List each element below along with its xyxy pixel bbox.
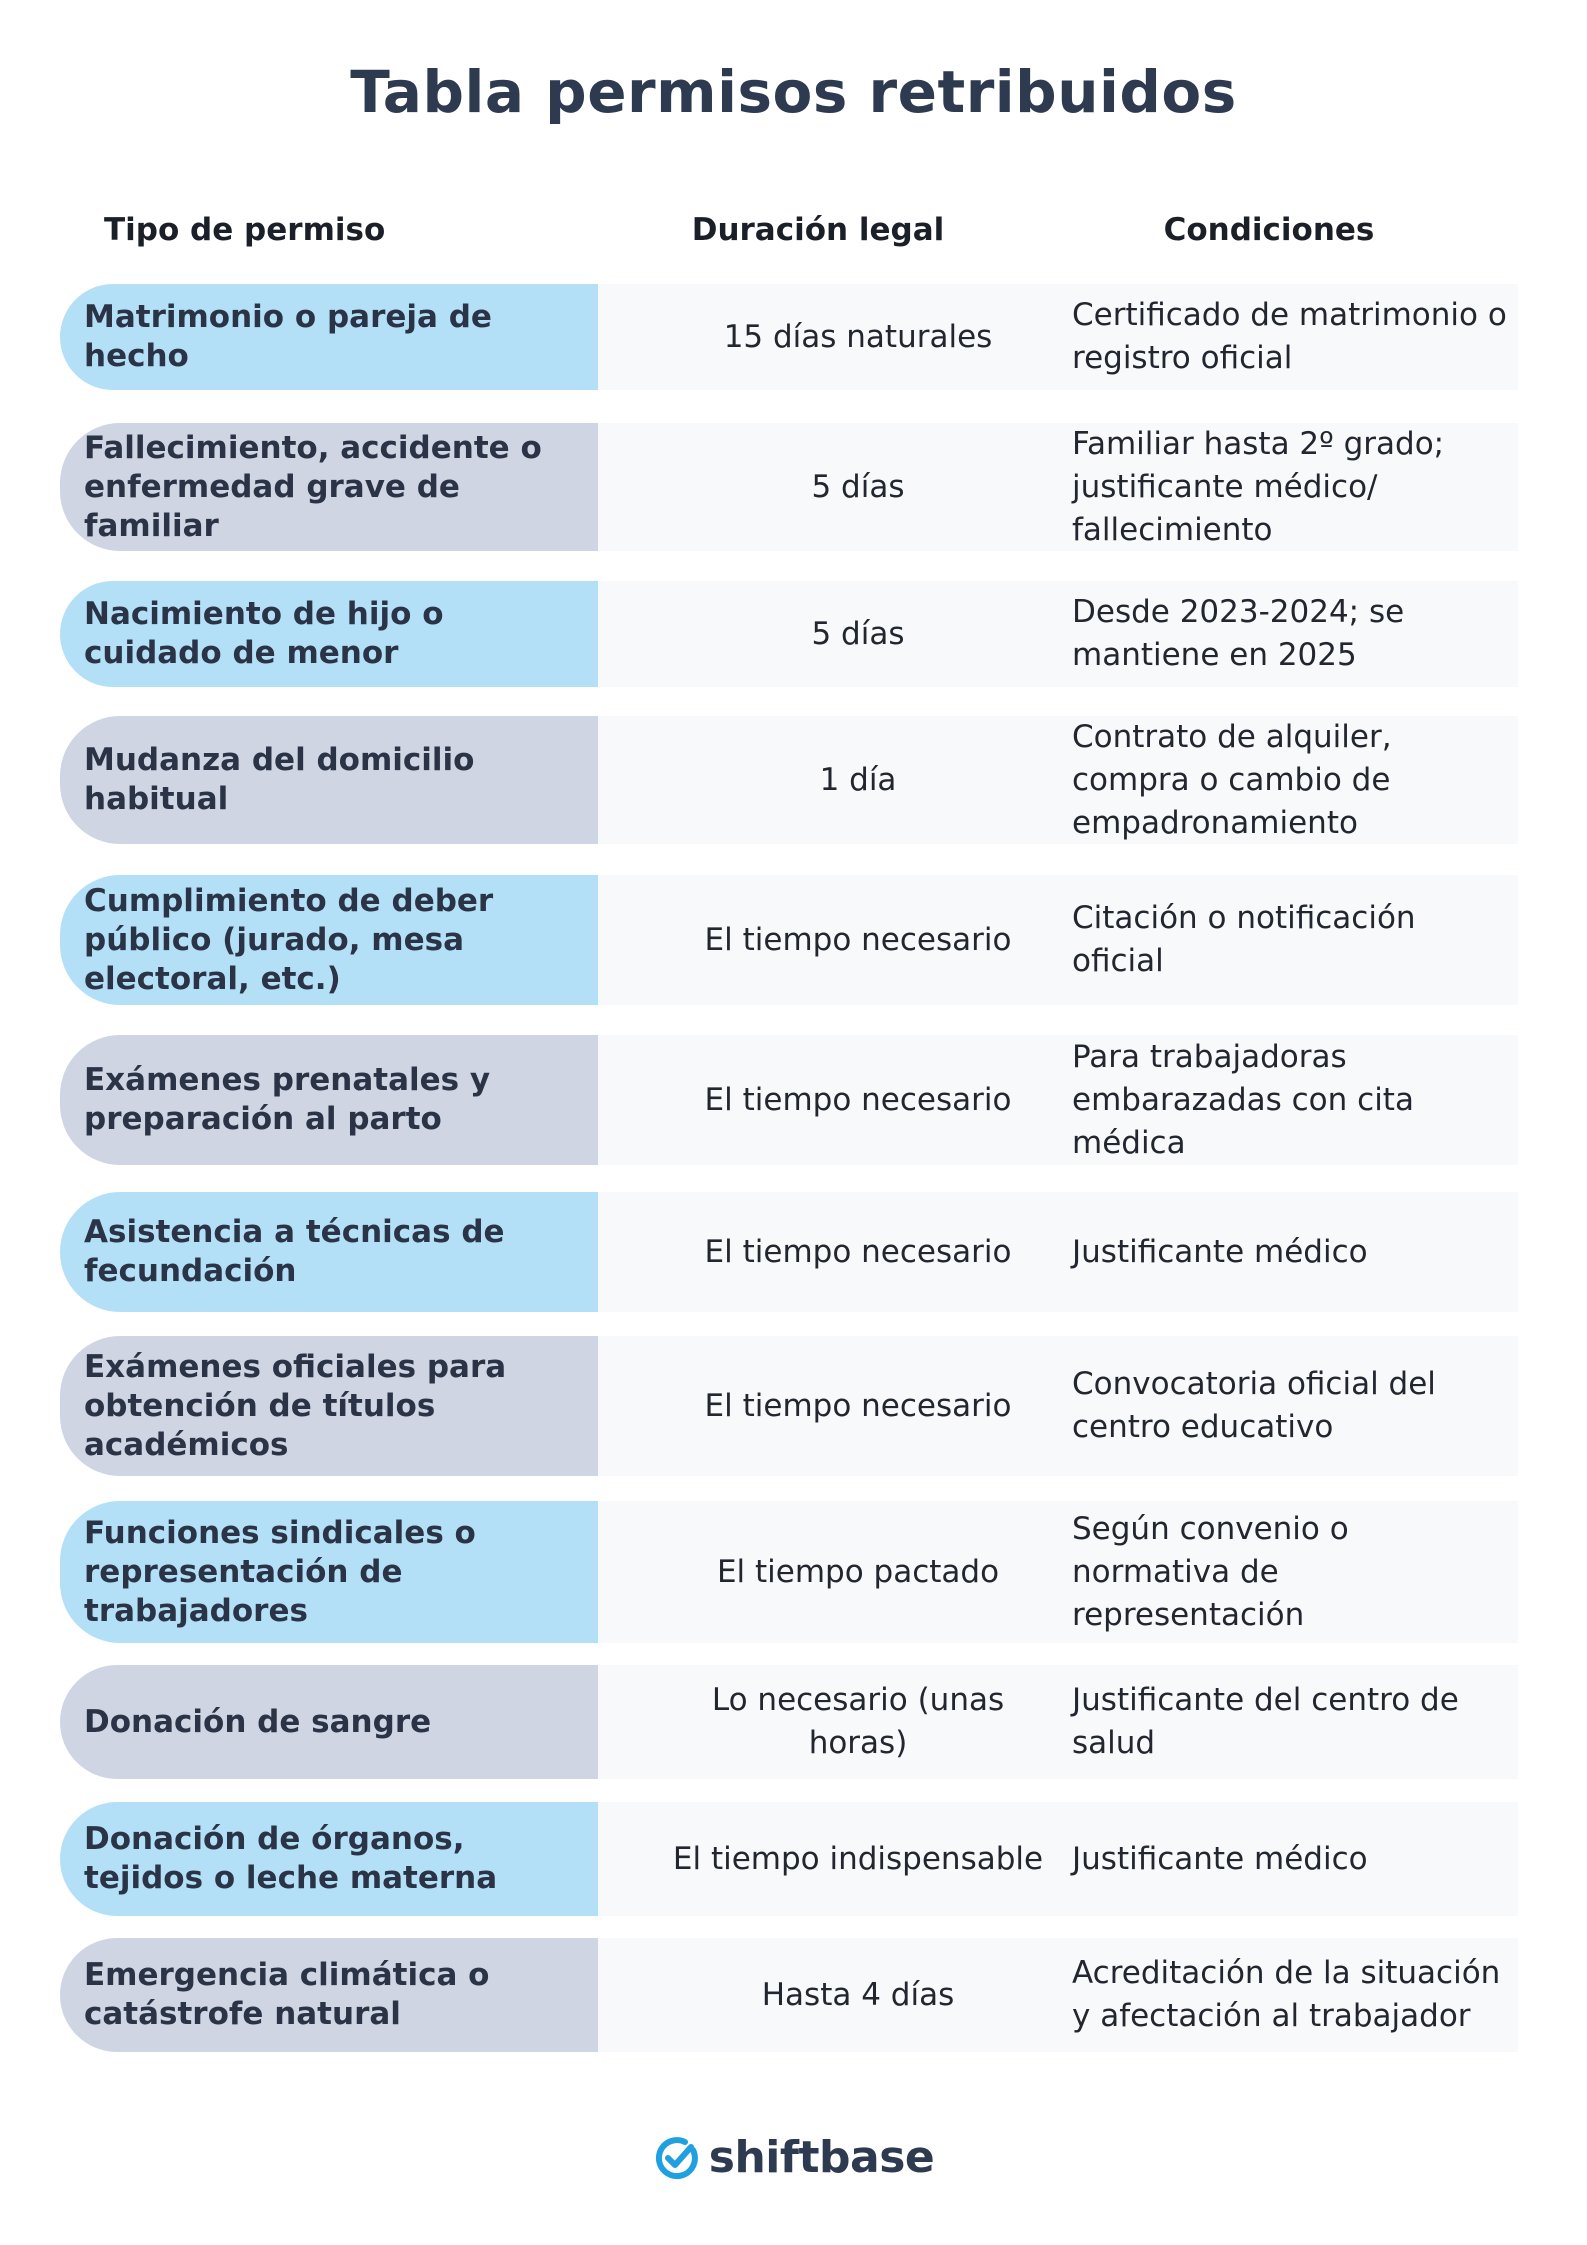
table-row — [60, 1802, 1518, 1916]
table-row — [60, 423, 1518, 551]
header-condiciones: Condiciones — [1163, 212, 1375, 248]
row-tipo: Asistencia a técnicas de fecundación — [60, 1192, 598, 1312]
row-tipo: Nacimiento de hijo o cuidado de menor — [60, 581, 598, 687]
row-condiciones: Para trabajadoras embarazadas con cita médica — [1072, 1038, 1414, 1161]
row-tipo: Donación de órganos, tejidos o leche materna — [60, 1802, 598, 1916]
row-tipo: Emergencia climática o catástrofe natural — [60, 1938, 598, 2052]
header-duracion: Duración legal — [691, 212, 945, 248]
row-duracion: 5 días — [811, 615, 905, 652]
row-condiciones: Justificante médico — [1072, 1233, 1368, 1270]
table-row — [60, 284, 1518, 390]
row-duracion: El tiempo necesario — [704, 1081, 1012, 1118]
row-tipo: Donación de sangre — [60, 1665, 598, 1779]
row-condiciones: Citación o notificación oficial — [1072, 900, 1416, 979]
row-tipo: Exámenes prenatales y preparación al parto — [60, 1035, 598, 1165]
row-condiciones: Según convenio o normativa de representación — [1072, 1510, 1349, 1633]
row-condiciones: Familiar hasta 2º grado; justificante médico/ fallecimiento — [1072, 425, 1445, 548]
page-title: Tabla permisos retribuidos — [350, 58, 1237, 126]
table-row — [60, 1665, 1518, 1779]
row-duracion: Hasta 4 días — [761, 1976, 955, 2013]
logo-text: shiftbase — [708, 2132, 935, 2183]
row-tipo: Matrimonio o pareja de hecho — [60, 284, 598, 390]
row-condiciones: Contrato de alquiler, compra o cambio de empadronamiento — [1072, 718, 1392, 841]
row-tipo: Exámenes oficiales para obtención de títulos académicos — [60, 1336, 598, 1476]
row-tipo: Cumplimiento de deber público (jurado, mesa electoral, etc.) — [60, 875, 598, 1005]
row-duracion: El tiempo pactado — [716, 1553, 1000, 1590]
row-condiciones: Justificante del centro de salud — [1072, 1682, 1459, 1761]
row-duracion: 15 días naturales — [723, 318, 993, 355]
row-duracion: 1 día — [819, 761, 897, 798]
row-duracion: Lo necesario (unas horas) — [711, 1682, 1005, 1761]
row-duracion: El tiempo necesario — [704, 921, 1012, 958]
row-duracion: El tiempo indispensable — [672, 1840, 1044, 1877]
row-tipo: Funciones sindicales o representación de trabajadores — [60, 1501, 598, 1643]
check-circle-icon — [653, 2134, 701, 2182]
row-duracion: 5 días — [811, 468, 905, 505]
table-header — [0, 212, 1587, 256]
table-row — [60, 1192, 1518, 1312]
table-row — [60, 581, 1518, 687]
table-row — [60, 1501, 1518, 1643]
row-condiciones: Justificante médico — [1072, 1840, 1368, 1877]
row-tipo: Fallecimiento, accidente o enfermedad grave de familiar — [60, 423, 598, 551]
row-condiciones: Desde 2023-2024; se mantiene en 2025 — [1072, 594, 1405, 673]
row-condiciones: Convocatoria oficial del centro educativo — [1072, 1366, 1436, 1445]
row-duracion: El tiempo necesario — [704, 1233, 1012, 1270]
table-row — [60, 1938, 1518, 2052]
row-duracion: El tiempo necesario — [704, 1387, 1012, 1424]
row-tipo: Mudanza del domicilio habitual — [60, 716, 598, 844]
table-row — [60, 875, 1518, 1005]
table-row — [60, 1336, 1518, 1476]
row-condiciones: Acreditación de la situación y afectación al trabajador — [1072, 1955, 1501, 2034]
table-row — [60, 716, 1518, 844]
header-tipo: Tipo de permiso — [104, 212, 386, 248]
table-row — [60, 1035, 1518, 1165]
row-condiciones: Certificado de matrimonio o registro oficial — [1072, 297, 1507, 376]
shiftbase-logo — [0, 2132, 1587, 2183]
